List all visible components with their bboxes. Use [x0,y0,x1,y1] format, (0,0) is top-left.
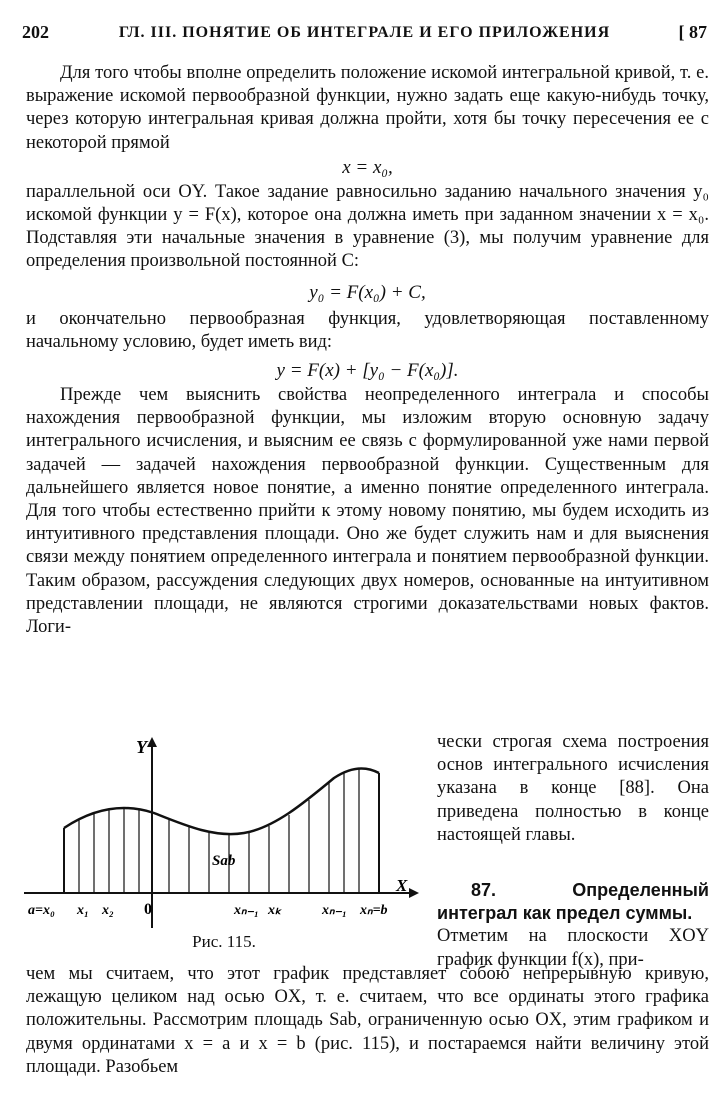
tick-label-xn-1: xₙ₋₁ [322,903,347,918]
origin-label: 0 [144,901,152,918]
x-axis-arrow [409,888,419,898]
section-mark: [ 87 [678,22,707,42]
section-heading: 87. Определенный интеграл как предел суммы. [437,880,709,924]
page-number: 202 [22,22,49,42]
figure-caption: Рис. 115. [192,932,256,951]
tick-label-xk: xₖ [268,903,281,918]
formula-3: y = F(x) + [y₀ − F(x₀)]. [276,360,459,382]
figure-115 [24,733,424,963]
function-curve [64,768,379,834]
paragraph-4: Прежде чем выяснить свойства неопределенного интеграла и способы нахождения первообразной функции, мы изложим вторую основную задачу интегрального исчисления, и выясним ее связь с формулированной уже нами первой задачей — задачей нахождения первообразной функции. Существенным для дальнейшего является новое понятие, а именно понятие определенного интеграла. Для того чтобы естественно прийти к этому новому понятию, мы будем исходить из интуитивного представления площади. Оно же будет служить нам и для выяснения связи между понятием определенного интеграла и понятием первообразной функции. Таким образом, рассуждения следующих двух номеров, основанные на интуитивном представлении площади, не являются строгими доказательствами новых фактов. Логи- [26,385,709,638]
ordinates [64,768,379,893]
area-label: Sab [212,853,236,869]
y-axis-label: Y [136,737,147,757]
paragraph-2: параллельной оси OY. Такое задание равносильно заданию начального значения y₀ искомой функции y = F(x), которое она должна иметь при заданном значении x = x₀. Подставляя эти начальные значения в уравнение (3), мы получим уравнение для определения произвольной постоянной C: [26,181,709,272]
area-under-curve-diagram [24,733,424,933]
formula-2: y₀ = F(x₀) + C, [309,281,426,303]
bottom-paragraph: чем мы считаем, что этот график представляет собою непрерывную кривую, лежащую целиком над осью OX, т. е. считаем, что все ординаты этого графика положительны. Рассмотрим площадь Sab, ограниченную осью OX, этим графиком и двумя ординатами x = a и x = b (рис. 115), и постараемся найти величину этой площади. Разобьем [26,964,709,1077]
main-text [26,62,709,639]
chapter-title: ГЛ. III. ПОНЯТИЕ ОБ ИНТЕГРАЛЕ И ЕГО ПРИЛОЖЕНИЯ [118,24,611,41]
formula-1: x = x₀, [342,156,393,178]
section-start-text: Отметим на плоскости XOY график функции f(x), при- [437,926,709,970]
right-column [437,731,709,972]
tick-label-b: xₙ=b [360,903,388,918]
paragraph-3: и окончательно первообразная функция, удовлетворяющая поставленному начальному условию, будет иметь вид: [26,308,709,352]
x-axis-label: X [396,876,408,895]
bottom-text [26,963,709,1079]
tick-label-xk-1: xₙ₋₁ [234,903,259,918]
tick-label-x2: x₂ [102,903,114,918]
page-header [22,18,707,46]
paragraph-1: Для того чтобы вполне определить положение искомой интегральной кривой, т. е. выражение искомой первообразной функции, нужно задать еще какую-нибудь точку, через которую интегральная кривая должна пройти, хотя бы точку пересечения ее с некоторой прямой [26,63,709,153]
right-column-text: чески строгая схема построения основ интегрального исчисления указана в конце [88]. Она приведена полностью в конце настоящей главы. [437,732,709,845]
y-axis-arrow [147,737,157,747]
tick-label-a: a=x₀ [28,903,55,918]
tick-label-x1: x₁ [77,903,89,918]
